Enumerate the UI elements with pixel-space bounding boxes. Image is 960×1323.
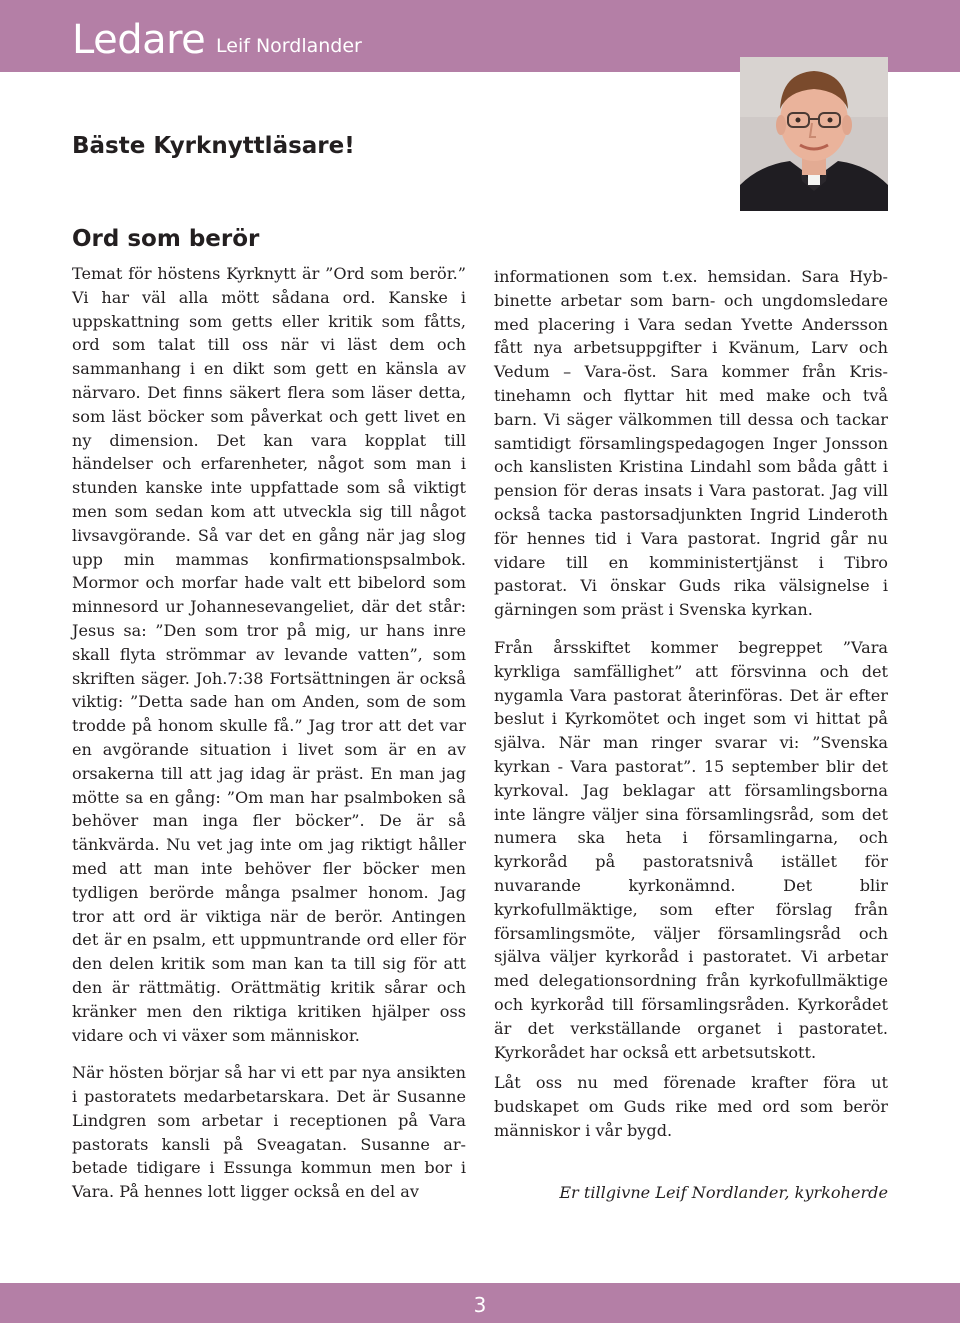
body-paragraph: Från årsskiftet kommer begreppet ”Vara kyrkliga samfällighet” att försvinna och det nygamla Vara pastorat återinföras. Det är efter beslut i Kyrkomötet och inget som vi hittat på själva. När man ringer svarar vi: ”Svenska kyrkan - Vara pastorat”. 15 september blir det kyrkoval. Jag beklagar att församlingsborna inte längre väljer sina församlingsråd, som det numera ska heta i församlingarna, och kyrkoråd på pastoratsnivå istället för nuvarande kyrkonämnd. Det blir kyrkofullmäktige, som efter förslag från församlingsmöte, väljer församlingsråd och själva väljer kyrkoråd i pastoratet. Vi arbetar med delegationsordning från kyrkofullmäktige och kyrkoråd till församlingsråden. Kyrkorådet är det verkställande organet i pastoratet. Kyrkorådet har också ett arbetsutskott. <box>494 637 888 1062</box>
greeting-heading: Bäste Kyrknyttläsare! <box>72 133 355 159</box>
article-subheading: Ord som berör <box>72 226 260 252</box>
left-column <box>72 262 466 1204</box>
body-paragraph: Temat för höstens Kyrknytt är ”Ord som berör.” Vi har väl alla mött sådana ord. Kanske i uppskattning som getts eller kritik som fåtts, ord som talat till oss när vi läst dem och sammanhang i en dikt som gett en känsla av närvaro. Det finns säkert flera som läser detta, som läst böcker som påverkat och gett livet en ny dimension. Det kan vara kopplat till händelser och erfarenheter, något som man i stunden kanske inte uppfattade som så viktigt men som sedan kom att utveckla sig till något livsavgörande. Så var det en gång när jag slog upp min mammas konfirmationspsalmbok. Mormor och morfar hade valt ett bibelord som minnesord ur Johannesevangeliet, där det står: Jesus sa: ”Den som tror på mig, ur hans inre skall flyta strömmar av levande vatten”, som skriften säger. Joh.7:38 Fortsättningen är också viktig: ”Detta sade han om Anden, som de som trodde på honom skulle få.” Jag tror att det var en avgörande situation i livet som är en av orsakerna till att jag idag är präst. En man jag mötte sa en gång: ”Om man har psalmboken så behöver man inga fler böcker”. De är så tänkvärda. Nu vet jag inte om jag riktigt håller med att man inte behöver fler böcker men tydligen berörde många psalmer honom. Jag tror att ord är viktiga när de berör. Antingen det är en psalm, ett uppmuntrande ord eller för den delen kritik som man kan ta till sig för att den är rättmätig. Orättmätig kritik sårar och kränker men den riktiga kritiken hjälper oss vidare och vi växer som människor. <box>72 264 466 1045</box>
signature: Er tillgivne Leif Nordlander, kyrkoherde <box>559 1183 888 1202</box>
author-portrait <box>740 57 888 211</box>
body-paragraph: När hösten börjar så har vi ett par nya ansikten i pastoratets medarbetarskara. Det är Susanne Lindgren som arbetar i receptionen på Vara pastorats kansli på Sveagatan. Susanne arbetade tidigare i Essunga kommun men bor i Vara. På hennes lott ligger också en del av <box>72 1063 466 1202</box>
page-number: 3 <box>473 1293 487 1317</box>
section-title: Ledare <box>72 17 206 63</box>
author-name: Leif Nordlander <box>216 35 362 57</box>
portrait-illustration <box>740 57 888 211</box>
body-paragraph: Låt oss nu med förenade krafter föra ut budskapet om Guds rike med ord som berör människor i vår bygd. <box>494 1073 888 1140</box>
footer-band <box>0 1283 960 1323</box>
body-paragraph: informationen som t.ex. hemsidan. Sara Hybbinette arbetar som barn- och ungdomsledare med placering i Vara sedan Yvette Andersson fått nya arbetsuppgifter i Kvänum, Larv och Vedum – Vara-öst. Sara kommer från Kristinehamn och flyttar hit med make och två barn. Vi säger välkommen till dessa och tackar samtidigt församlingspedagogen Inger Jonsson och kanslisten Kristina Lindahl som båda gått i pension för deras insats i Vara pastorat. Jag vill också tacka pastorsadjunkten Ingrid Linderoth för hennes tid i Vara pastorat. Ingrid går nu vidare till en komministertjänst i Tibro pastorat. Vi önskar Guds rika välsignelse i gärningen som präst i Svenska kyrkan. <box>494 267 888 620</box>
right-column <box>494 265 888 1143</box>
